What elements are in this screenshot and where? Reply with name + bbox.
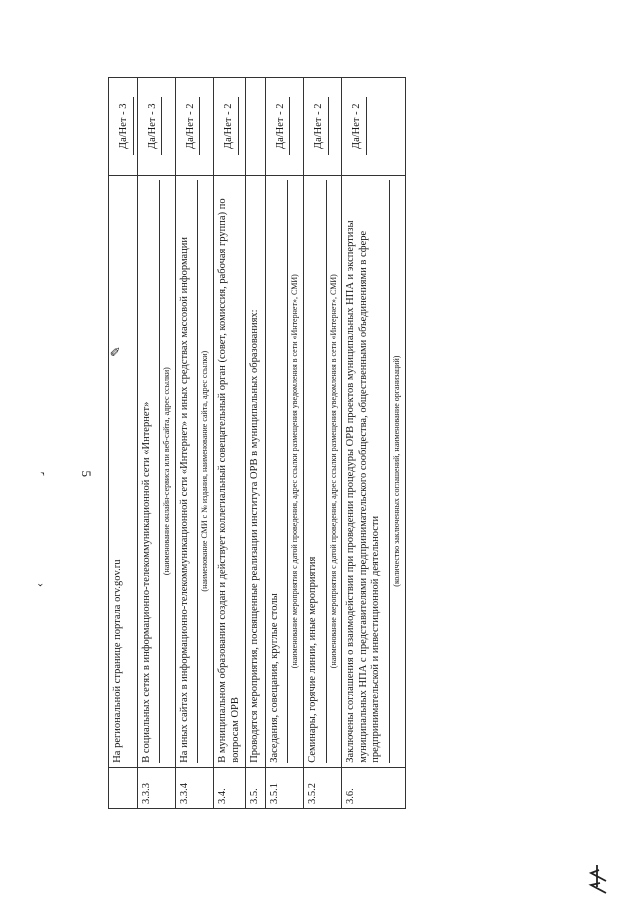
table-row xyxy=(342,78,405,809)
row-text: Проводятся мероприятия, посвященные реализации института ОРВ в муниципальных образованиях: xyxy=(249,309,261,763)
scan-mark: ‹ xyxy=(32,583,46,587)
handwritten-signature xyxy=(588,861,615,895)
orv-table xyxy=(108,77,406,809)
row-description xyxy=(213,175,245,767)
scan-mark: ✎ xyxy=(108,346,123,357)
row-answer-cell xyxy=(175,78,213,176)
row-answer-cell xyxy=(342,78,405,176)
row-text: Семинары, горячие линии, иные мероприятия xyxy=(306,556,318,763)
row-text: В социальных сетях в информационно-телекоммуникационной сети «Интернет» xyxy=(140,401,152,763)
row-text: В муниципальном образовании создан и действует коллегиальный совещательный орган (совет, комиссия, рабочая группа) по вопросам ОРВ xyxy=(216,198,241,763)
row-answer-cell xyxy=(303,78,341,176)
table-row xyxy=(265,78,303,809)
row-number: 3.6. xyxy=(342,767,405,808)
row-description xyxy=(175,175,213,767)
row-text: Заседания, совещания, круглые столы xyxy=(268,593,280,763)
signature-drawing xyxy=(588,861,610,895)
row-answer-cell xyxy=(246,78,266,176)
row-description xyxy=(137,175,175,767)
row-answer-cell xyxy=(137,78,175,176)
row-hint: (наименование мероприятия с датой проведения, адрес ссылки размещения уведомления в сети «Интернет», СМИ) xyxy=(326,180,339,763)
row-text: На региональной странице портала orv.gov.ru xyxy=(112,559,123,763)
row-number: 3.5.1 xyxy=(265,767,303,808)
row-description xyxy=(303,175,341,767)
table-row xyxy=(175,78,213,809)
row-answer[interactable]: Да/Нет - 2 xyxy=(351,97,367,155)
table-row xyxy=(213,78,245,809)
table-row xyxy=(246,78,266,809)
row-hint: (наименование мероприятия с датой проведения, адрес ссылки размещения уведомления в сети «Интернет», СМИ) xyxy=(287,180,300,763)
row-text: На иных сайтах в информационно-телекоммуникационной сети «Интернет» и иных средствах массовой информации xyxy=(178,236,190,763)
row-number: 3.4. xyxy=(213,767,245,808)
row-hint: (количество заключенных соглашений, наименование организаций) xyxy=(389,180,402,763)
row-number: 3.5.2 xyxy=(303,767,341,808)
table-row xyxy=(137,78,175,809)
row-answer-cell xyxy=(213,78,245,176)
scan-mark: › xyxy=(35,466,49,480)
row-text: Заключены соглашения о взаимодействии при проведении процедуры ОРВ проектов муниципальных НПА и экспертизы муниципальных НПА с представителями предпринимательского сообщества, общественными объединениями в сфере предпринимательской и инвестиционной деятельности xyxy=(345,220,382,763)
row-answer-cell xyxy=(265,78,303,176)
row-hint: (наименование СМИ с № издания, наименование сайта, адрес ссылки) xyxy=(197,180,210,763)
row-hint: (наименование онлайн-сервиса или веб-сайта, адрес ссылки) xyxy=(159,180,172,763)
row-number xyxy=(109,767,138,808)
page-number: 5 xyxy=(79,470,94,477)
row-answer[interactable]: Да/Нет - 2 xyxy=(185,97,201,155)
row-answer-cell xyxy=(109,78,138,176)
table-row xyxy=(109,78,138,809)
row-answer[interactable]: Да/Нет - 2 xyxy=(313,97,329,155)
row-answer[interactable]: Да/Нет - 3 xyxy=(147,97,163,155)
row-description xyxy=(265,175,303,767)
row-number: 3.3.3 xyxy=(137,767,175,808)
row-number: 3.5. xyxy=(246,767,266,808)
row-number: 3.3.4 xyxy=(175,767,213,808)
row-answer[interactable]: Да/Нет - 3 xyxy=(118,97,134,155)
table-row xyxy=(303,78,341,809)
row-answer[interactable]: Да/Нет - 2 xyxy=(223,97,239,155)
row-description xyxy=(246,175,266,767)
row-description xyxy=(342,175,405,767)
row-description xyxy=(109,175,138,767)
row-answer[interactable]: Да/Нет - 2 xyxy=(275,97,291,155)
